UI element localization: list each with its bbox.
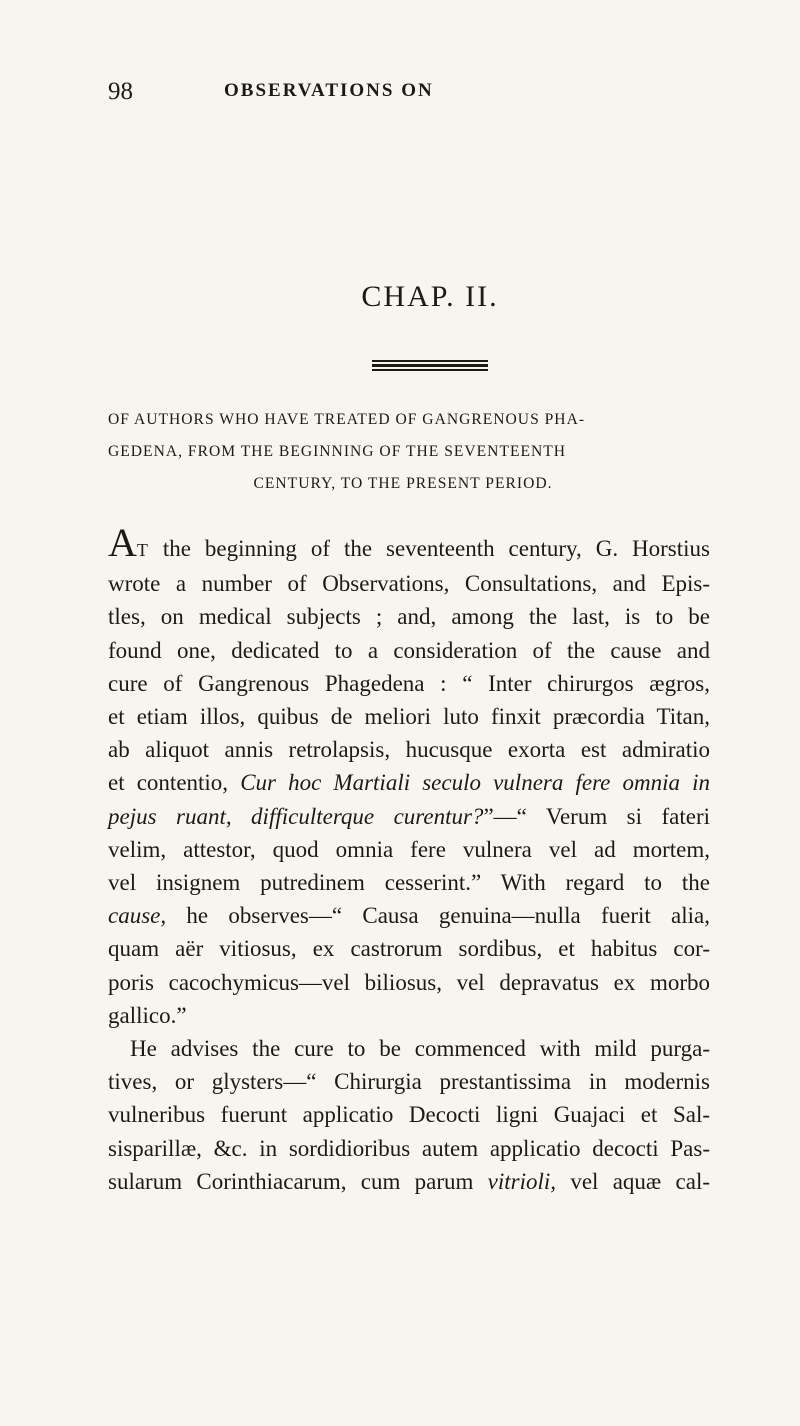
- italic-quote: pejus ruant, difficulterque curentur?: [108, 803, 484, 829]
- text-line: [108, 766, 710, 799]
- ornamental-rule-bottom: [372, 369, 488, 371]
- subtitle-line: CENTURY, TO THE PRESENT PERIOD.: [253, 475, 553, 492]
- text-line: found one, dedicated to a consideration of the cause and: [108, 637, 710, 663]
- text-line: He advises the cure to be commenced with mild purga-: [130, 1036, 710, 1062]
- text-line: [108, 520, 710, 567]
- text-line: wrote a number of Observations, Consultations, and Epis-: [108, 571, 710, 597]
- chapter-title: CHAP. II.: [361, 280, 499, 313]
- text-line: ab aliquot annis retrolapsis, hucusque exorta est admiratio: [108, 737, 710, 763]
- text-line: sisparillæ, &c. in sordidioribus autem applicatio decocti Pas-: [108, 1135, 710, 1161]
- italic-word: vitrioli,: [487, 1168, 557, 1194]
- text-line-content: the beginning of the seventeenth century, G. Horstius: [148, 536, 710, 561]
- text-span: he observes—“ Causa genuina—nulla fuerit alia,: [166, 903, 710, 929]
- italic-quote: Cur hoc Martiali seculo vulnera fere omnia in: [240, 770, 711, 796]
- text-line: tives, or glysters—“ Chirurgia prestantissima in modernis: [108, 1069, 710, 1095]
- running-head: [108, 78, 568, 108]
- text-line: tles, on medical subjects ; and, among the last, is to be: [108, 604, 710, 630]
- small-caps: T: [136, 540, 149, 560]
- text-span: et contentio,: [108, 770, 241, 796]
- subtitle-line: GEDENA, FROM THE BEGINNING OF THE SEVENTEENTH: [108, 443, 567, 460]
- running-title: OBSERVATIONS ON: [224, 80, 434, 101]
- italic-word: cause,: [108, 903, 167, 929]
- text-line: vel insignem putredinem cesserint.” With regard to the: [108, 870, 710, 896]
- text-line: [108, 1165, 710, 1198]
- text-line: quam aër vitiosus, ex castrorum sordibus, et habitus cor-: [108, 936, 710, 962]
- text-line: et etiam illos, quibus de meliori luto finxit præcordia Titan,: [108, 704, 710, 730]
- chapter-subtitle: [108, 404, 698, 500]
- text-line: vulneribus fuerunt applicatio Decocti ligni Guajaci et Sal-: [108, 1102, 710, 1128]
- ornamental-rule-top: [372, 360, 488, 362]
- text-span: vel aquæ cal-: [556, 1168, 710, 1194]
- text-line: poris cacochymicus—vel biliosus, vel depravatus ex morbo: [108, 969, 710, 995]
- body-text: [108, 520, 711, 1198]
- text-line: velim, attestor, quod omnia fere vulnera vel ad mortem,: [108, 836, 710, 862]
- ornamental-rule-middle: [372, 364, 488, 367]
- text-span: sularum Corinthiacarum, cum parum: [108, 1168, 488, 1194]
- text-line: gallico.”: [108, 1002, 187, 1028]
- page-number: 98: [108, 78, 133, 105]
- subtitle-line: OF AUTHORS WHO HAVE TREATED OF GANGRENOUS PHA-: [108, 411, 586, 428]
- drop-cap: A: [108, 520, 137, 565]
- text-line: [108, 800, 710, 833]
- text-line: [108, 899, 710, 932]
- text-line: cure of Gangrenous Phagedena : “ Inter chirurgos ægros,: [108, 670, 710, 696]
- text-span: ”—“ Verum si fateri: [483, 803, 710, 829]
